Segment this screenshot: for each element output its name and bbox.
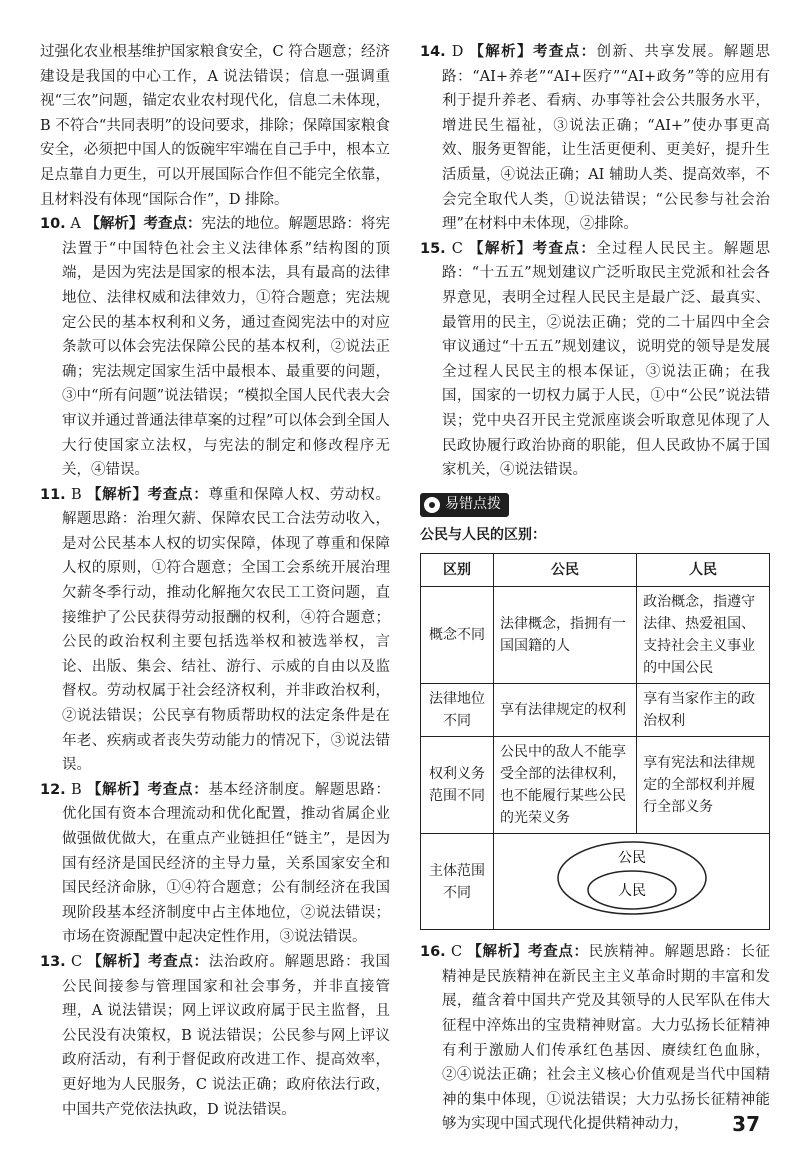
- answer-letter: B: [70, 486, 82, 503]
- question-13: [40, 950, 390, 1122]
- citizen-cell: 享有法律规定的权利: [494, 684, 637, 737]
- tip-badge: [420, 493, 509, 517]
- citizen-diagram-label: 公民: [617, 850, 646, 867]
- question-number: 15.: [420, 240, 446, 257]
- question-number: 10.: [40, 216, 66, 233]
- people-diagram-label: 人民: [617, 883, 646, 900]
- citizen-cell: 法律概念，指拥有一国国籍的人: [494, 587, 637, 684]
- answer-letter: D: [451, 44, 464, 60]
- explanation-text: 法治政府。解题思路：我国公民间接参与管理国家和社会事务，并非直接管理，A 说法错误；网上评议政府属于民主监督，且公民没有决策权，B 说法错误；公民参与网上评议政府活动，有利于督促政府改进工作、提高效率，更好地为人民服务，C 说法正确；政府依法行政，中国共产党依法执政，D 说法错误。: [62, 953, 391, 1118]
- question-14: [420, 40, 770, 237]
- row-label: 主体范围不同: [421, 834, 494, 930]
- question-number: 11.: [40, 486, 66, 503]
- question-number: 13.: [40, 953, 66, 970]
- answer-letter: C: [70, 953, 83, 970]
- question-12: [40, 778, 390, 950]
- question-16: [420, 940, 770, 1137]
- analysis-tag: 【解析】考查点：: [468, 240, 597, 257]
- people-cell: 政治概念，指遵守法律、热爱祖国、支持社会主义事业的中国公民: [637, 587, 770, 684]
- question-11: [40, 483, 390, 778]
- row-label: 法律地位不同: [421, 684, 494, 737]
- right-column: [420, 40, 770, 1137]
- tip-header: [420, 493, 770, 517]
- explanation-text: 民族精神。解题思路：长征精神是民族精神在新民主主义革命时期的丰富和发展，蕴含着中国共产党及其领导的人民军队在伟大征程中淬炼出的宝贵精神财富。大力弘扬长征精神有利于激励人们传承红色基因、赓续红色血脉，②④说法正确；社会主义核心价值观是当代中国精神的集中体现，①说法错误；大力弘扬长征精神能够为实现中国式现代化提供精神动力，: [442, 944, 771, 1133]
- explanation-text: 宪法的地位。解题思路：将宪法置于“中国特色社会主义法律体系”结构图的顶端，是因为宪法是国家的根本法，具有最高的法律地位、法律权威和法律效力，①符合题意；宪法规定公民的基本权利和义务，通过查阅宪法中的对应条款可以体会宪法保障公民的基本权利，②说法正确；宪法规定国家生活中最根本、最重要的问题，③中“所有问题”说法错误；“模拟全国人民代表大会审议并通过普通法律草案的过程”可以体会到全国人大行使国家立法权，与宪法的制定和修改程序无关，④错误。: [62, 216, 391, 479]
- explanation-text: 创新、共享发展。解题思路：“AI+养老”“AI+医疗”“AI+政务”等的应用有利于提升养老、看病、办事等社会公共服务水平，增进民生福祉，③说法正确；“AI+”使办事更高效、服务更智能，让生活更便利、更美好，提升生活质量，④说法正确；AI 辅助人类、提高效率，不会完全取代人类，①说法错误；“公民参与社会治理”在材料中未体现，②排除。: [442, 44, 771, 233]
- explanation-text: 尊重和保障人权、劳动权。解题思路：治理欠薪、保障农民工合法劳动收入，是对公民基本人权的切实保障，体现了尊重和保障人权的原则，①符合题意；全国工会系统开展治理欠薪冬季行动，推动化解拖欠农民工工资问题，直接维护了公民获得劳动报酬的权利，④符合题意；公民的政治权利主要包括选举权和被选举权，言论、出版、集会、结社、游行、示威的自由以及监督权。劳动权属于社会经济权利，并非政治权利，②说法错误；公民享有物质帮助权的法定条件是在年老、疾病或者丧失劳动能力的情况下，③说法错误。: [62, 486, 390, 774]
- table-row: [421, 684, 770, 737]
- page-number: 37: [732, 1112, 760, 1136]
- tip-badge-label: 易错点拨: [445, 496, 501, 513]
- table-header: 公民: [494, 554, 637, 587]
- people-cell: 享有宪法和法律规定的全部权利并履行全部义务: [637, 737, 770, 834]
- table-row: [421, 587, 770, 684]
- scope-diagram-cell: [494, 834, 770, 930]
- key-icon: [424, 497, 440, 513]
- row-label: 概念不同: [421, 587, 494, 684]
- left-column: [40, 40, 390, 1122]
- analysis-tag: 【解析】考查点：: [467, 944, 589, 961]
- analysis-tag: 【解析】考查点：: [86, 486, 209, 503]
- table-row: [421, 834, 770, 930]
- table-header-row: [421, 554, 770, 587]
- analysis-tag: 【解析】考查点：: [469, 44, 597, 60]
- continuation-paragraph: 过强化农业根基维护国家粮食安全，C 符合题意；经济建设是我国的中心工作，A 说法错误；信息一强调重视“三农”问题，锚定农业农村现代化，信息二未体现，B 不符合“共同表明”的设问要求，排除；保障国家粮食安全，必须把中国人的饭碗牢牢端在自己手中，根本立足点靠自力更生，可以开展国际合作但不能完全依靠，且材料没有体现“国际合作”，D 排除。: [40, 44, 390, 208]
- tip-subtitle: 公民与人民的区别：: [420, 526, 546, 543]
- explanation-text: 全过程人民民主。解题思路：“十五五”规划建议广泛听取民主党派和社会各界意见，表明全过程人民民主是最广泛、最真实、最管用的民主，②说法正确；党的二十届四中全会审议通过“十五五”规划建议，说明党的领导是发展全过程人民民主的根本保证，③说法正确；在我国，国家的一切权力属于人民，①中“公民”说法错误；党中央召开民主党派座谈会听取意见体现了人民政协履行政治协商的职能，但人民政协不属于国家机关，④说法错误。: [442, 240, 771, 479]
- answer-letter: C: [450, 944, 463, 961]
- answer-letter: A: [70, 216, 81, 233]
- people-cell: 享有当家作主的政治权利: [637, 684, 770, 737]
- analysis-tag: 【解析】考查点：: [86, 781, 209, 798]
- explanation-text: 基本经济制度。解题思路：优化国有资本合理流动和优化配置，推动省属企业做强做优做大，在重点产业链担任“链主”，是因为国有经济是国民经济的主导力量，关系国家安全和国民经济命脉，①④符合题意；公有制经济在我国现阶段基本经济制度中占主体地位，②说法错误；市场在资源配置中起决定性作用，③说法错误。: [62, 781, 390, 946]
- question-15: [420, 237, 770, 483]
- row-label: 权利义务范围不同: [421, 737, 494, 834]
- question-number: 14.: [420, 44, 446, 60]
- analysis-tag: 【解析】考查点：: [85, 216, 202, 233]
- question-number: 16.: [420, 944, 446, 961]
- answer-letter: C: [451, 240, 463, 257]
- comparison-table: [420, 553, 770, 930]
- table-row: [421, 737, 770, 834]
- table-header: 区别: [421, 554, 494, 587]
- analysis-tag: 【解析】考查点：: [87, 953, 209, 970]
- question-number: 12.: [40, 781, 66, 798]
- table-header: 人民: [637, 554, 770, 587]
- scope-diagram: [552, 838, 712, 918]
- question-10: [40, 212, 390, 483]
- answer-letter: B: [70, 781, 82, 798]
- citizen-cell: 公民中的敌人不能享受全部的法律权利，也不能履行某些公民的光荣义务: [494, 737, 637, 834]
